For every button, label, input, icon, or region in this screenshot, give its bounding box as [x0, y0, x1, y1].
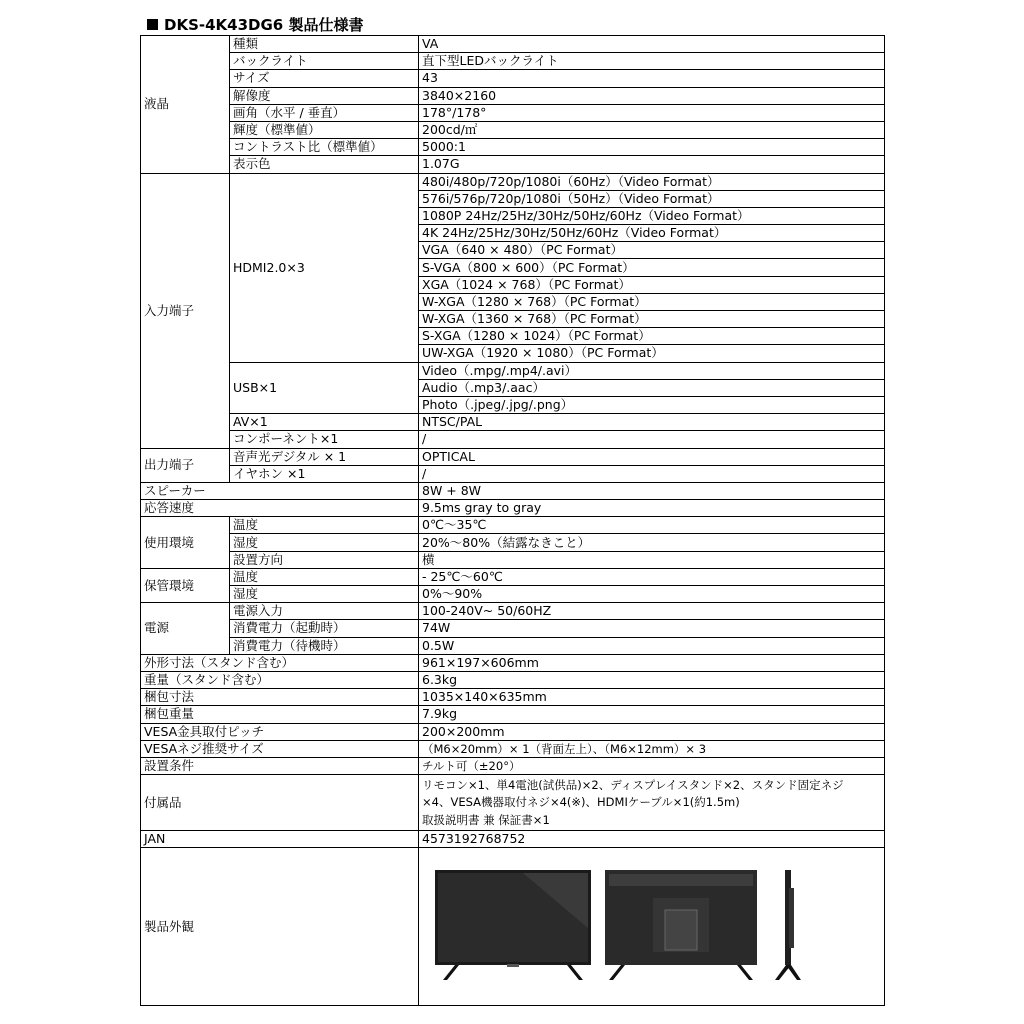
table-row	[141, 87, 885, 104]
table-row	[141, 156, 885, 173]
spec-value: 178°/178°	[419, 104, 885, 121]
table-row	[141, 551, 885, 568]
table-row	[141, 620, 885, 637]
spec-label: バックライト	[230, 53, 419, 70]
spec-label: 温度	[230, 517, 419, 534]
accessories-line: ×4、VESA機器取付ネジ×4(※)、HDMIケーブル×1(約1.5m)	[422, 795, 740, 810]
spec-value: 43	[419, 70, 885, 87]
spec-value: 8W + 8W	[419, 482, 885, 499]
spec-label: 種類	[230, 36, 419, 53]
spec-value: 576i/576p/720p/1080i（50Hz）（Video Format）	[419, 190, 885, 207]
spec-value: /	[419, 431, 885, 448]
spec-value: （M6×20mm）× 1（背面左上）、（M6×12mm）× 3	[419, 740, 885, 757]
spec-value: 4573192768752	[419, 831, 885, 848]
table-row	[141, 414, 885, 431]
table-row	[141, 706, 885, 723]
table-row	[141, 586, 885, 603]
spec-value: 3840×2160	[419, 87, 885, 104]
spec-value: 480i/480p/720p/1080i（60Hz）（Video Format）	[419, 173, 885, 190]
document-title	[147, 14, 363, 35]
table-row	[141, 848, 885, 1006]
table-row	[141, 448, 885, 465]
spec-value: /	[419, 465, 885, 482]
spec-value: チルト可（±20°）	[419, 757, 885, 774]
table-row	[141, 603, 885, 620]
title-text: DKS-4K43DG6 製品仕様書	[164, 16, 364, 34]
spec-label: JAN	[141, 831, 419, 848]
table-row	[141, 671, 885, 688]
spec-label: VESAネジ推奨サイズ	[141, 740, 419, 757]
spec-label: 付属品	[141, 775, 419, 831]
spec-value: 100-240V~ 50/60HZ	[419, 603, 885, 620]
tv-back-image	[603, 868, 759, 988]
spec-value: UW-XGA（1920 × 1080）（PC Format）	[419, 345, 885, 362]
spec-label: 画角（水平 / 垂直）	[230, 104, 419, 121]
spec-value: 6.3kg	[419, 671, 885, 688]
spec-label-hdmi: HDMI2.0×3	[230, 173, 419, 362]
spec-value: 直下型LEDバックライト	[419, 53, 885, 70]
spec-label: 音声光デジタル × 1	[230, 448, 419, 465]
table-row	[141, 568, 885, 585]
spec-value: 1035×140×635mm	[419, 689, 885, 706]
table-row	[141, 482, 885, 499]
spec-label: コンポーネント×1	[230, 431, 419, 448]
table-row	[141, 36, 885, 53]
table-row	[141, 757, 885, 774]
spec-label: スピーカー	[141, 482, 419, 499]
spec-label: 外形寸法（スタンド含む）	[141, 654, 419, 671]
product-images	[419, 848, 885, 1006]
spec-label: 設置条件	[141, 757, 419, 774]
group-label-input: 入力端子	[141, 173, 230, 448]
spec-value: - 25℃～60℃	[419, 568, 885, 585]
table-row	[141, 431, 885, 448]
spec-value: 9.5ms gray to gray	[419, 500, 885, 517]
spec-value: Photo（.jpeg/.jpg/.png）	[419, 396, 885, 413]
table-row	[141, 104, 885, 121]
spec-value: S-VGA（800 × 600）（PC Format）	[419, 259, 885, 276]
spec-value: 1.07G	[419, 156, 885, 173]
spec-value: 4K 24Hz/25Hz/30Hz/50Hz/60Hz（Video Format）	[419, 225, 885, 242]
spec-value: VGA（640 × 480）（PC Format）	[419, 242, 885, 259]
accessories-line: リモコン×1、単4電池(試供品)×2、ディスプレイスタンド×2、スタンド固定ネジ	[422, 777, 844, 792]
spec-value: 0.5W	[419, 637, 885, 654]
spec-label: 消費電力（待機時）	[230, 637, 419, 654]
table-row	[141, 139, 885, 156]
table-row	[141, 173, 885, 190]
spec-value: 0%～90%	[419, 586, 885, 603]
spec-value: 20%～80%（結露なきこと）	[419, 534, 885, 551]
spec-label: サイズ	[230, 70, 419, 87]
table-row	[141, 831, 885, 848]
spec-label: コントラスト比（標準値）	[230, 139, 419, 156]
group-label-power: 電源	[141, 603, 230, 655]
spec-label: VESA金具取付ピッチ	[141, 723, 419, 740]
spec-value: 961×197×606mm	[419, 654, 885, 671]
table-row	[141, 121, 885, 138]
product-images-area	[419, 848, 884, 1005]
spec-value: 横	[419, 551, 885, 568]
spec-label: 応答速度	[141, 500, 419, 517]
spec-value: OPTICAL	[419, 448, 885, 465]
group-label-lcd: 液晶	[141, 36, 230, 174]
spec-value: W-XGA（1280 × 768）（PC Format）	[419, 293, 885, 310]
spec-label: 重量（スタンド含む）	[141, 671, 419, 688]
table-row	[141, 637, 885, 654]
spec-value: W-XGA（1360 × 768）（PC Format）	[419, 311, 885, 328]
spec-label: 設置方向	[230, 551, 419, 568]
spec-value: 0℃～35℃	[419, 517, 885, 534]
spec-value: VA	[419, 36, 885, 53]
table-row	[141, 740, 885, 757]
accessories-line: 取扱説明書 兼 保証書×1	[422, 812, 550, 827]
spec-value: 1080P 24Hz/25Hz/30Hz/50Hz/60Hz（Video Format）	[419, 207, 885, 224]
group-label-use-env: 使用環境	[141, 517, 230, 569]
spec-value: NTSC/PAL	[419, 414, 885, 431]
spec-value: 74W	[419, 620, 885, 637]
spec-label: 消費電力（起動時）	[230, 620, 419, 637]
spec-label: 梱包寸法	[141, 689, 419, 706]
table-row	[141, 500, 885, 517]
table-row	[141, 517, 885, 534]
spec-value: S-XGA（1280 × 1024）（PC Format）	[419, 328, 885, 345]
table-row	[141, 534, 885, 551]
table-row	[141, 775, 885, 831]
spec-label: 温度	[230, 568, 419, 585]
table-row	[141, 723, 885, 740]
spec-value: Video（.mpg/.mp4/.avi）	[419, 362, 885, 379]
spec-label: 表示色	[230, 156, 419, 173]
group-label-output: 出力端子	[141, 448, 230, 482]
spec-label: 湿度	[230, 534, 419, 551]
spec-value: 200cd/㎡	[419, 121, 885, 138]
group-label-storage-env: 保管環境	[141, 568, 230, 602]
table-row	[141, 53, 885, 70]
tv-side-image	[771, 868, 811, 988]
spec-value: 200×200mm	[419, 723, 885, 740]
spec-value: XGA（1024 × 768）（PC Format）	[419, 276, 885, 293]
spec-label: イヤホン ×1	[230, 465, 419, 482]
table-row	[141, 654, 885, 671]
spec-label: 梱包重量	[141, 706, 419, 723]
accessories-value	[419, 775, 885, 831]
spec-label-usb: USB×1	[230, 362, 419, 414]
spec-value: 7.9kg	[419, 706, 885, 723]
group-label-appearance: 製品外観	[141, 848, 419, 1006]
table-row	[141, 689, 885, 706]
spec-label: 輝度（標準値）	[230, 121, 419, 138]
spec-table	[140, 35, 885, 1006]
tv-front-image	[433, 868, 593, 988]
title-bullet	[147, 19, 158, 30]
table-row	[141, 465, 885, 482]
spec-label: 解像度	[230, 87, 419, 104]
spec-value: 5000:1	[419, 139, 885, 156]
spec-label: 電源入力	[230, 603, 419, 620]
table-row	[141, 70, 885, 87]
spec-value: Audio（.mp3/.aac）	[419, 379, 885, 396]
table-row	[141, 362, 885, 379]
spec-label: 湿度	[230, 586, 419, 603]
spec-label: AV×1	[230, 414, 419, 431]
